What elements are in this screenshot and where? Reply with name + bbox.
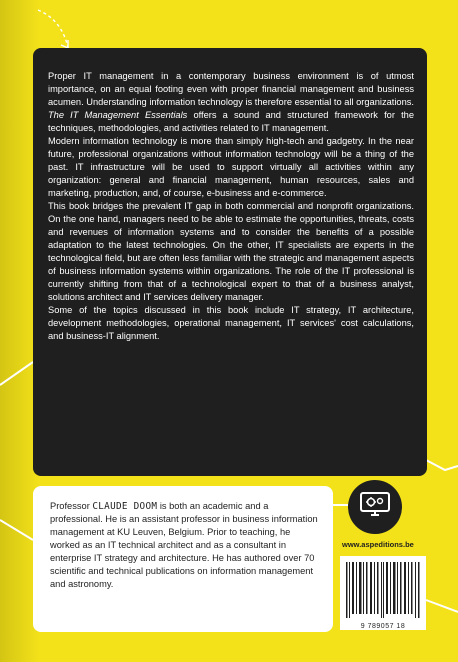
monitor-gears-icon <box>359 491 391 524</box>
author-name: CLAUDE DOOM <box>92 501 158 512</box>
publisher-logo <box>348 480 402 534</box>
blurb-paragraph-1-end: offers a sound and structured framework for the techniques, methodologies, and activities related to IT management. <box>48 110 414 133</box>
blurb-paragraph-4: Some of the topics discussed in this book include IT strategy, IT architecture, development methodologies, operational management, IT services' cost calculations, and business-IT alignment. <box>48 305 414 341</box>
bio-start: Professor <box>50 501 93 511</box>
blurb-paragraph-2: Modern information technology is more than simply high-tech and gadgetry. In the near future, professional organizations without information technology will be a thing of the past. IT infrastructure will be used to support virtually all activities within any organization: general and financial management, human resources, sales and marketing, production, and, of course, e-business and e-commerce. <box>48 136 414 198</box>
barcode <box>340 556 426 630</box>
book-title: The IT Management Essentials <box>48 110 188 120</box>
blurb-paragraph-1-start: Proper IT management in a contemporary business environment is of utmost importance, on an equal footing even with proper financial management and business acumen. Understanding information technology is therefore essential to all organizations. <box>48 71 414 107</box>
blurb-paragraph-3: This book bridges the prevalent IT gap in both commercial and nonprofit organizations. On the one hand, managers need to be able to estimate the opportunities, threats, costs and revenues of information systems and to consider the benefits of a possible adaptation to the latest technologies. On the other, IT specialists are experts in the technological field, but are often less familiar with the strategic and management aspects of business information systems within organizations. The role of the IT professional is currently shifting from that of a technological expert to that of a business analyst, solutions architect and IT services delivery manager. <box>48 201 414 302</box>
author-bio <box>50 500 320 591</box>
barcode-digits: 9 789057 18 <box>360 623 406 630</box>
blurb-text <box>48 70 414 343</box>
publisher-website: www.aspeditions.be <box>342 540 414 549</box>
bio-end: is both an academic and a professional. He is an assistant professor in business information management at KU Leuven, Belgium. Prior to teaching, he worked as an IT technical architect and as a consultant in enterprise IT strategy and architecture. He has authored over 70 scientific and technical publications on information management and astronomy. <box>50 501 318 589</box>
blurb-paragraph-1 <box>48 70 414 135</box>
barcode-bars <box>340 556 426 622</box>
